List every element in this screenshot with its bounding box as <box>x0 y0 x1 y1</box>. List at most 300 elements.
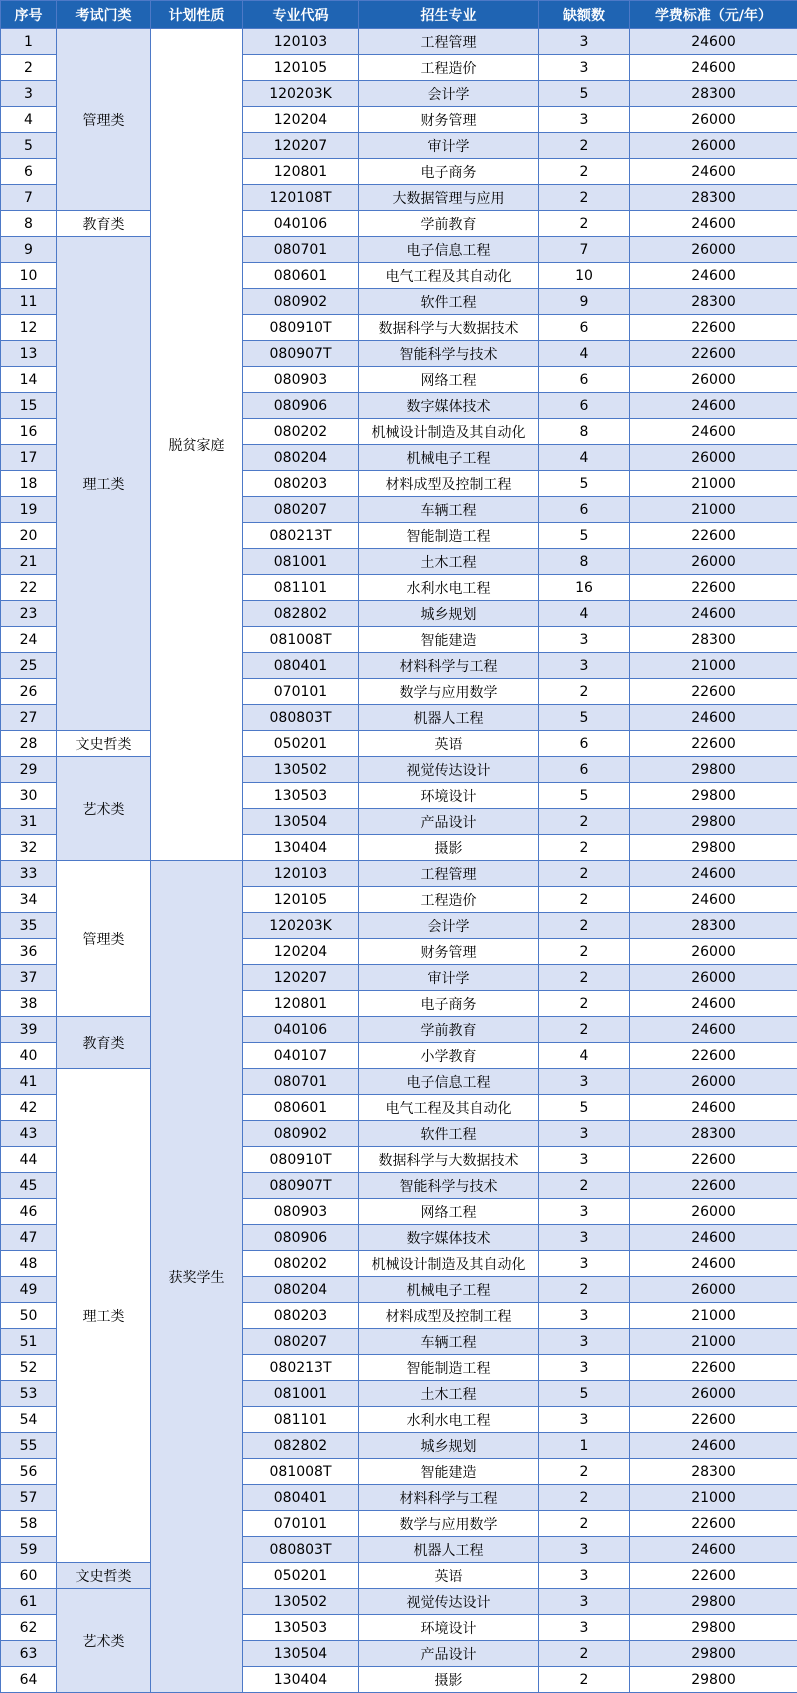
major-code: 120203K <box>243 913 359 939</box>
tuition-fee: 22600 <box>630 575 797 601</box>
major-code: 070101 <box>243 679 359 705</box>
major-name: 机械电子工程 <box>359 1277 539 1303</box>
row-index: 10 <box>1 263 57 289</box>
tuition-fee: 21000 <box>630 1485 797 1511</box>
row-index: 8 <box>1 211 57 237</box>
row-index: 58 <box>1 1511 57 1537</box>
row-index: 4 <box>1 107 57 133</box>
major-name: 电气工程及其自动化 <box>359 1095 539 1121</box>
major-code: 040106 <box>243 211 359 237</box>
tuition-fee: 28300 <box>630 81 797 107</box>
exam-category: 管理类 <box>57 861 151 1017</box>
row-index: 28 <box>1 731 57 757</box>
tuition-fee: 22600 <box>630 1407 797 1433</box>
major-name: 学前教育 <box>359 211 539 237</box>
row-index: 24 <box>1 627 57 653</box>
major-name: 机器人工程 <box>359 1537 539 1563</box>
major-name: 电子商务 <box>359 991 539 1017</box>
row-index: 13 <box>1 341 57 367</box>
row-index: 61 <box>1 1589 57 1615</box>
row-index: 29 <box>1 757 57 783</box>
vacancy-count: 2 <box>539 1667 630 1693</box>
tuition-fee: 29800 <box>630 809 797 835</box>
vacancy-count: 2 <box>539 679 630 705</box>
row-index: 25 <box>1 653 57 679</box>
tuition-fee: 28300 <box>630 185 797 211</box>
major-name: 学前教育 <box>359 1017 539 1043</box>
exam-category: 理工类 <box>57 237 151 731</box>
major-code: 040107 <box>243 1043 359 1069</box>
tuition-fee: 22600 <box>630 679 797 705</box>
table-row <box>1 29 797 55</box>
row-index: 63 <box>1 1641 57 1667</box>
vacancy-count: 8 <box>539 419 630 445</box>
major-code: 080401 <box>243 1485 359 1511</box>
tuition-fee: 21000 <box>630 497 797 523</box>
major-code: 080906 <box>243 1225 359 1251</box>
row-index: 44 <box>1 1147 57 1173</box>
vacancy-count: 2 <box>539 1173 630 1199</box>
major-name: 会计学 <box>359 81 539 107</box>
major-code: 080701 <box>243 237 359 263</box>
major-code: 050201 <box>243 731 359 757</box>
table-row <box>1 237 797 263</box>
vacancy-count: 3 <box>539 1329 630 1355</box>
row-index: 64 <box>1 1667 57 1693</box>
tuition-fee: 24600 <box>630 1433 797 1459</box>
vacancy-count: 6 <box>539 393 630 419</box>
major-name: 机械设计制造及其自动化 <box>359 1251 539 1277</box>
row-index: 43 <box>1 1121 57 1147</box>
row-index: 36 <box>1 939 57 965</box>
major-name: 电子信息工程 <box>359 237 539 263</box>
vacancy-count: 2 <box>539 861 630 887</box>
major-name: 水利水电工程 <box>359 1407 539 1433</box>
tuition-fee: 29800 <box>630 1615 797 1641</box>
row-index: 51 <box>1 1329 57 1355</box>
tuition-fee: 24600 <box>630 393 797 419</box>
major-name: 数字媒体技术 <box>359 1225 539 1251</box>
tuition-fee: 24600 <box>630 861 797 887</box>
row-index: 12 <box>1 315 57 341</box>
vacancy-count: 1 <box>539 1433 630 1459</box>
tuition-fee: 22600 <box>630 1043 797 1069</box>
exam-category: 文史哲类 <box>57 731 151 757</box>
tuition-fee: 29800 <box>630 783 797 809</box>
major-code: 080903 <box>243 367 359 393</box>
major-code: 080903 <box>243 1199 359 1225</box>
vacancy-count: 4 <box>539 1043 630 1069</box>
row-index: 46 <box>1 1199 57 1225</box>
row-index: 19 <box>1 497 57 523</box>
major-code: 080601 <box>243 263 359 289</box>
major-code: 120801 <box>243 991 359 1017</box>
row-index: 57 <box>1 1485 57 1511</box>
vacancy-count: 5 <box>539 1381 630 1407</box>
major-name: 视觉传达设计 <box>359 1589 539 1615</box>
vacancy-count: 6 <box>539 367 630 393</box>
row-index: 35 <box>1 913 57 939</box>
major-code: 080803T <box>243 1537 359 1563</box>
row-index: 33 <box>1 861 57 887</box>
major-name: 英语 <box>359 1563 539 1589</box>
tuition-fee: 26000 <box>630 549 797 575</box>
major-code: 081001 <box>243 549 359 575</box>
tuition-fee: 22600 <box>630 315 797 341</box>
major-code: 082802 <box>243 1433 359 1459</box>
major-code: 080902 <box>243 1121 359 1147</box>
major-name: 材料科学与工程 <box>359 653 539 679</box>
col-header-major: 招生专业 <box>359 1 539 29</box>
major-code: 070101 <box>243 1511 359 1537</box>
major-name: 工程造价 <box>359 887 539 913</box>
tuition-fee: 24600 <box>630 1225 797 1251</box>
vacancy-count: 2 <box>539 991 630 1017</box>
tuition-fee: 24600 <box>630 29 797 55</box>
tuition-fee: 28300 <box>630 289 797 315</box>
row-index: 49 <box>1 1277 57 1303</box>
major-name: 产品设计 <box>359 1641 539 1667</box>
row-index: 9 <box>1 237 57 263</box>
tuition-fee: 26000 <box>630 965 797 991</box>
major-name: 网络工程 <box>359 367 539 393</box>
major-name: 机械设计制造及其自动化 <box>359 419 539 445</box>
vacancy-count: 2 <box>539 835 630 861</box>
major-code: 130504 <box>243 809 359 835</box>
tuition-fee: 29800 <box>630 1667 797 1693</box>
tuition-fee: 24600 <box>630 419 797 445</box>
major-name: 电子商务 <box>359 159 539 185</box>
major-name: 数字媒体技术 <box>359 393 539 419</box>
major-code: 120207 <box>243 133 359 159</box>
col-header-vacancies: 缺额数 <box>539 1 630 29</box>
row-index: 17 <box>1 445 57 471</box>
tuition-fee: 24600 <box>630 1537 797 1563</box>
tuition-fee: 21000 <box>630 1329 797 1355</box>
major-name: 智能科学与技术 <box>359 1173 539 1199</box>
major-name: 数学与应用数学 <box>359 1511 539 1537</box>
row-index: 39 <box>1 1017 57 1043</box>
row-index: 41 <box>1 1069 57 1095</box>
tuition-fee: 22600 <box>630 1147 797 1173</box>
major-code: 130503 <box>243 783 359 809</box>
row-index: 50 <box>1 1303 57 1329</box>
vacancy-count: 16 <box>539 575 630 601</box>
major-name: 审计学 <box>359 965 539 991</box>
major-name: 智能制造工程 <box>359 1355 539 1381</box>
major-name: 材料科学与工程 <box>359 1485 539 1511</box>
row-index: 30 <box>1 783 57 809</box>
tuition-fee: 29800 <box>630 1641 797 1667</box>
tuition-fee: 24600 <box>630 1251 797 1277</box>
major-code: 081001 <box>243 1381 359 1407</box>
row-index: 62 <box>1 1615 57 1641</box>
col-header-category: 考试门类 <box>57 1 151 29</box>
vacancy-count: 3 <box>539 1121 630 1147</box>
major-name: 英语 <box>359 731 539 757</box>
major-code: 130502 <box>243 757 359 783</box>
major-name: 智能科学与技术 <box>359 341 539 367</box>
vacancy-count: 5 <box>539 705 630 731</box>
major-name: 网络工程 <box>359 1199 539 1225</box>
tuition-fee: 24600 <box>630 705 797 731</box>
tuition-fee: 24600 <box>630 1017 797 1043</box>
table-body <box>1 29 797 1693</box>
tuition-fee: 22600 <box>630 1173 797 1199</box>
major-code: 080203 <box>243 471 359 497</box>
table-row <box>1 1069 797 1095</box>
exam-category: 文史哲类 <box>57 1563 151 1589</box>
major-code: 080906 <box>243 393 359 419</box>
major-code: 080701 <box>243 1069 359 1095</box>
exam-category: 艺术类 <box>57 757 151 861</box>
table-row <box>1 731 797 757</box>
vacancy-count: 2 <box>539 965 630 991</box>
vacancy-count: 2 <box>539 1511 630 1537</box>
row-index: 22 <box>1 575 57 601</box>
tuition-fee: 22600 <box>630 1563 797 1589</box>
vacancy-count: 2 <box>539 939 630 965</box>
exam-category: 艺术类 <box>57 1589 151 1693</box>
tuition-fee: 26000 <box>630 367 797 393</box>
table-row <box>1 211 797 237</box>
tuition-fee: 29800 <box>630 757 797 783</box>
tuition-fee: 21000 <box>630 1303 797 1329</box>
vacancy-count: 2 <box>539 809 630 835</box>
major-code: 080213T <box>243 523 359 549</box>
vacancy-count: 3 <box>539 627 630 653</box>
row-index: 16 <box>1 419 57 445</box>
major-name: 材料成型及控制工程 <box>359 1303 539 1329</box>
row-index: 48 <box>1 1251 57 1277</box>
tuition-fee: 21000 <box>630 471 797 497</box>
vacancy-count: 5 <box>539 783 630 809</box>
major-code: 082802 <box>243 601 359 627</box>
col-header-index: 序号 <box>1 1 57 29</box>
tuition-fee: 22600 <box>630 1511 797 1537</box>
major-name: 材料成型及控制工程 <box>359 471 539 497</box>
tuition-fee: 26000 <box>630 107 797 133</box>
major-name: 摄影 <box>359 835 539 861</box>
major-code: 120103 <box>243 861 359 887</box>
row-index: 6 <box>1 159 57 185</box>
tuition-fee: 24600 <box>630 263 797 289</box>
major-name: 产品设计 <box>359 809 539 835</box>
major-name: 财务管理 <box>359 939 539 965</box>
major-name: 水利水电工程 <box>359 575 539 601</box>
major-name: 土木工程 <box>359 549 539 575</box>
exam-category: 教育类 <box>57 211 151 237</box>
major-code: 081008T <box>243 627 359 653</box>
tuition-fee: 24600 <box>630 991 797 1017</box>
major-code: 080803T <box>243 705 359 731</box>
row-index: 3 <box>1 81 57 107</box>
exam-category: 管理类 <box>57 29 151 211</box>
major-name: 城乡规划 <box>359 1433 539 1459</box>
vacancy-count: 5 <box>539 1095 630 1121</box>
table-row <box>1 861 797 887</box>
major-code: 080907T <box>243 1173 359 1199</box>
col-header-plan-nature: 计划性质 <box>151 1 243 29</box>
major-name: 会计学 <box>359 913 539 939</box>
vacancy-count: 5 <box>539 523 630 549</box>
tuition-fee: 24600 <box>630 55 797 81</box>
tuition-fee: 26000 <box>630 133 797 159</box>
major-name: 智能制造工程 <box>359 523 539 549</box>
vacancy-count: 2 <box>539 913 630 939</box>
row-index: 11 <box>1 289 57 315</box>
header-row <box>1 1 797 29</box>
row-index: 59 <box>1 1537 57 1563</box>
row-index: 21 <box>1 549 57 575</box>
major-name: 工程管理 <box>359 861 539 887</box>
major-code: 130502 <box>243 1589 359 1615</box>
vacancy-count: 3 <box>539 1251 630 1277</box>
vacancy-count: 3 <box>539 1069 630 1095</box>
tuition-fee: 24600 <box>630 159 797 185</box>
vacancy-count: 2 <box>539 1017 630 1043</box>
vacancy-count: 3 <box>539 1225 630 1251</box>
vacancy-count: 7 <box>539 237 630 263</box>
major-name: 电子信息工程 <box>359 1069 539 1095</box>
vacancy-count: 6 <box>539 497 630 523</box>
tuition-fee: 24600 <box>630 211 797 237</box>
tuition-fee: 26000 <box>630 939 797 965</box>
major-code: 130504 <box>243 1641 359 1667</box>
major-name: 机器人工程 <box>359 705 539 731</box>
major-code: 080907T <box>243 341 359 367</box>
vacancy-count: 3 <box>539 1589 630 1615</box>
major-name: 城乡规划 <box>359 601 539 627</box>
row-index: 45 <box>1 1173 57 1199</box>
vacancy-count: 4 <box>539 341 630 367</box>
major-code: 120207 <box>243 965 359 991</box>
vacancy-count: 4 <box>539 601 630 627</box>
tuition-fee: 28300 <box>630 913 797 939</box>
vacancy-count: 5 <box>539 471 630 497</box>
table-row <box>1 1017 797 1043</box>
table-row <box>1 757 797 783</box>
tuition-fee: 22600 <box>630 341 797 367</box>
row-index: 37 <box>1 965 57 991</box>
tuition-fee: 29800 <box>630 1589 797 1615</box>
major-name: 环境设计 <box>359 783 539 809</box>
major-code: 080910T <box>243 1147 359 1173</box>
major-code: 040106 <box>243 1017 359 1043</box>
major-code: 120204 <box>243 939 359 965</box>
vacancy-count: 2 <box>539 887 630 913</box>
major-name: 电气工程及其自动化 <box>359 263 539 289</box>
major-code: 081101 <box>243 1407 359 1433</box>
table-row <box>1 1589 797 1615</box>
major-name: 车辆工程 <box>359 497 539 523</box>
major-code: 080910T <box>243 315 359 341</box>
major-name: 软件工程 <box>359 1121 539 1147</box>
tuition-fee: 22600 <box>630 523 797 549</box>
vacancy-count: 3 <box>539 1147 630 1173</box>
exam-category: 教育类 <box>57 1017 151 1069</box>
major-name: 智能建造 <box>359 1459 539 1485</box>
row-index: 55 <box>1 1433 57 1459</box>
row-index: 31 <box>1 809 57 835</box>
major-code: 081008T <box>243 1459 359 1485</box>
tuition-fee: 26000 <box>630 1069 797 1095</box>
vacancy-count: 3 <box>539 653 630 679</box>
major-name: 软件工程 <box>359 289 539 315</box>
vacancy-count: 8 <box>539 549 630 575</box>
row-index: 52 <box>1 1355 57 1381</box>
vacancy-count: 6 <box>539 757 630 783</box>
plan-nature: 获奖学生 <box>151 861 243 1693</box>
row-index: 34 <box>1 887 57 913</box>
major-code: 120105 <box>243 55 359 81</box>
tuition-fee: 26000 <box>630 237 797 263</box>
major-name: 视觉传达设计 <box>359 757 539 783</box>
tuition-fee: 26000 <box>630 1381 797 1407</box>
row-index: 15 <box>1 393 57 419</box>
vacancy-count: 5 <box>539 81 630 107</box>
exam-category: 理工类 <box>57 1069 151 1563</box>
vacancy-count: 3 <box>539 1355 630 1381</box>
row-index: 23 <box>1 601 57 627</box>
major-code: 080902 <box>243 289 359 315</box>
tuition-fee: 26000 <box>630 1277 797 1303</box>
row-index: 7 <box>1 185 57 211</box>
major-name: 环境设计 <box>359 1615 539 1641</box>
major-code: 080207 <box>243 497 359 523</box>
tuition-fee: 24600 <box>630 887 797 913</box>
row-index: 56 <box>1 1459 57 1485</box>
major-code: 120103 <box>243 29 359 55</box>
tuition-fee: 24600 <box>630 601 797 627</box>
tuition-fee: 26000 <box>630 1199 797 1225</box>
tuition-fee: 28300 <box>630 1121 797 1147</box>
vacancy-count: 3 <box>539 1615 630 1641</box>
vacancy-count: 3 <box>539 1563 630 1589</box>
vacancy-count: 4 <box>539 445 630 471</box>
major-code: 120108T <box>243 185 359 211</box>
major-name: 数学与应用数学 <box>359 679 539 705</box>
tuition-fee: 21000 <box>630 653 797 679</box>
major-code: 080204 <box>243 1277 359 1303</box>
row-index: 60 <box>1 1563 57 1589</box>
row-index: 26 <box>1 679 57 705</box>
vacancy-count: 3 <box>539 1537 630 1563</box>
row-index: 42 <box>1 1095 57 1121</box>
vacancy-count: 6 <box>539 731 630 757</box>
tuition-fee: 28300 <box>630 1459 797 1485</box>
col-header-tuition: 学费标准（元/年） <box>630 1 797 29</box>
vacancy-count: 2 <box>539 1277 630 1303</box>
vacancy-count: 2 <box>539 1459 630 1485</box>
major-code: 130404 <box>243 1667 359 1693</box>
row-index: 1 <box>1 29 57 55</box>
major-name: 工程造价 <box>359 55 539 81</box>
table-row <box>1 1563 797 1589</box>
tuition-fee: 29800 <box>630 835 797 861</box>
vacancy-count: 2 <box>539 185 630 211</box>
major-name: 审计学 <box>359 133 539 159</box>
tuition-fee: 24600 <box>630 1095 797 1121</box>
major-code: 120801 <box>243 159 359 185</box>
tuition-fee: 22600 <box>630 731 797 757</box>
major-name: 机械电子工程 <box>359 445 539 471</box>
major-code: 120105 <box>243 887 359 913</box>
vacancy-count: 2 <box>539 133 630 159</box>
vacancy-count: 3 <box>539 1199 630 1225</box>
tuition-fee: 26000 <box>630 445 797 471</box>
vacancy-count: 2 <box>539 1641 630 1667</box>
